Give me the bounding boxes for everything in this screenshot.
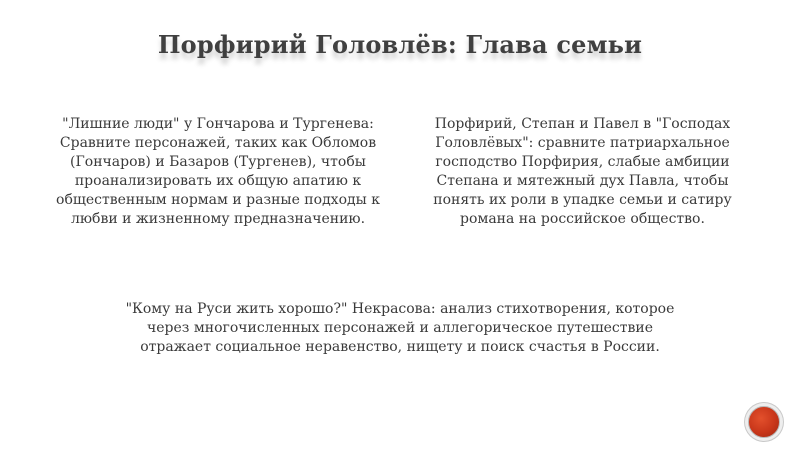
red-circle-button-icon[interactable] — [748, 406, 780, 438]
text-block-nekrasov: "Кому на Руси жить хорошо?" Некрасова: анализ стихотворения, которое через многочисленных персонажей и аллегорическое путешествие отражает социальное неравенство, нищету и поиск счастья в России. — [125, 301, 675, 355]
text-block-golovlyov-brothers: Порфирий, Степан и Павел в "Господах Головлёвых": сравните патриархальное господство Порфирия, слабые амбиции Степана и мятежный дух Павла, чтобы понять их роли в упадке семьи и сатиру романа на российское общество. — [433, 116, 732, 227]
text-block-superfluous-men: "Лишние люди" у Гончарова и Тургенева: Сравните персонажей, таких как Обломов (Гончаров) и Базаров (Тургенев), чтобы проанализировать их общую апатию к общественным нормам и разные подходы к любви и жизненному предназначению. — [56, 116, 380, 227]
slide-title: Порфирий Головлёв: Глава семьи — [157, 30, 643, 59]
